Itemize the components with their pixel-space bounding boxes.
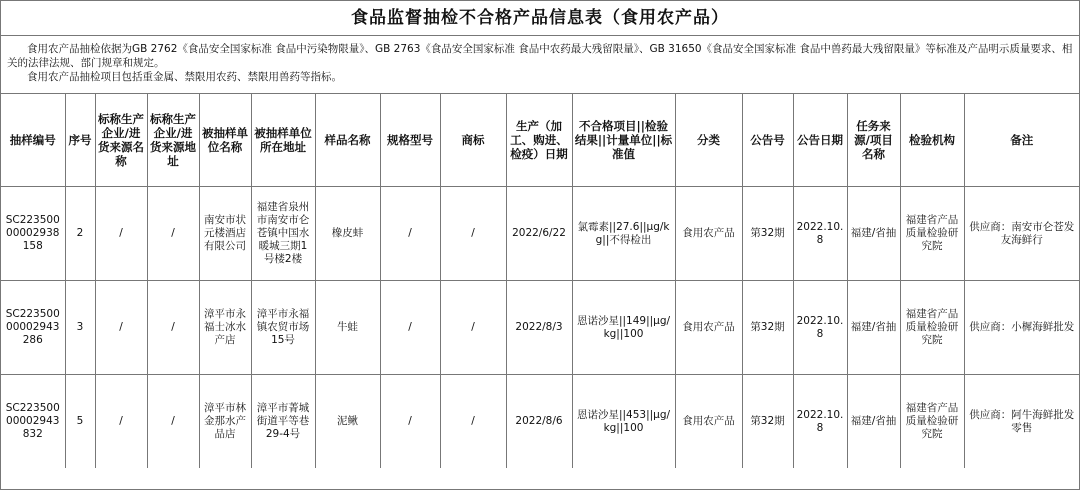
header-cell: 被抽样单位名称 — [199, 94, 251, 187]
header-cell: 检验机构 — [900, 94, 964, 187]
table-cell: 5 — [65, 375, 95, 469]
table-cell: 南安市状元楼酒店有限公司 — [199, 187, 251, 281]
table-cell: SC22350000002943286 — [1, 281, 65, 375]
table-cell: 2022.10.8 — [793, 281, 847, 375]
table-cell: 漳平市永福士冰水产店 — [199, 281, 251, 375]
header-cell: 抽样编号 — [1, 94, 65, 187]
table-cell: 漳平市林金那水产品店 — [199, 375, 251, 469]
table-cell: / — [380, 375, 440, 469]
table-cell: 漳平市菁城街道平等巷29-4号 — [251, 375, 315, 469]
table-cell: / — [95, 281, 147, 375]
header-cell: 规格型号 — [380, 94, 440, 187]
table-cell: 泥鳅 — [315, 375, 380, 469]
unqualified-products-table — [1, 94, 1079, 468]
header-cell: 样品名称 — [315, 94, 380, 187]
header-cell: 标称生产企业/进货来源名称 — [95, 94, 147, 187]
table-cell: / — [440, 187, 506, 281]
header-cell: 商标 — [440, 94, 506, 187]
table-cell: 2022/8/6 — [506, 375, 572, 469]
table-cell: / — [147, 375, 199, 469]
table-cell: 牛蛙 — [315, 281, 380, 375]
table-cell: 福建省产品质量检验研究院 — [900, 281, 964, 375]
header-cell: 分类 — [675, 94, 742, 187]
table-cell: 食用农产品 — [675, 281, 742, 375]
intro-paragraph: 食用农产品抽检项目包括重金属、禁限用农药、禁限用兽药等指标。 — [27, 71, 342, 83]
table-cell: 福建省产品质量检验研究院 — [900, 375, 964, 469]
table-cell: 第32期 — [742, 281, 793, 375]
table-cell: 第32期 — [742, 375, 793, 469]
document-title: 食品监督抽检不合格产品信息表（食用农产品） — [1, 1, 1079, 36]
table-cell: / — [95, 187, 147, 281]
table-cell: 福建/省抽 — [847, 281, 900, 375]
table-cell: 供应商：阿牛海鲜批发零售 — [964, 375, 1079, 469]
table-cell: 2022/8/3 — [506, 281, 572, 375]
table-cell: 福建省泉州市南安市仑苍镇中国水暖城三期1号楼2楼 — [251, 187, 315, 281]
table-cell: / — [380, 187, 440, 281]
table-cell: 氯霉素||27.6||μg/kg||不得检出 — [572, 187, 675, 281]
header-cell: 标称生产企业/进货来源地址 — [147, 94, 199, 187]
header-cell: 公告日期 — [793, 94, 847, 187]
intro-text — [1, 36, 1079, 94]
header-cell: 被抽样单位所在地址 — [251, 94, 315, 187]
table-cell: / — [147, 281, 199, 375]
table-cell: 2 — [65, 187, 95, 281]
table-cell: 福建/省抽 — [847, 375, 900, 469]
header-cell: 生产（加工、购进、检疫）日期 — [506, 94, 572, 187]
table-cell: 2022.10.8 — [793, 375, 847, 469]
table-cell: SC22350000002943832 — [1, 375, 65, 469]
table-row — [1, 375, 1079, 469]
table-cell: / — [147, 187, 199, 281]
table-cell: 橡皮蚌 — [315, 187, 380, 281]
header-cell: 公告号 — [742, 94, 793, 187]
table-cell: / — [440, 375, 506, 469]
table-cell: / — [380, 281, 440, 375]
table-cell: 供应商：南安市仑苍发友海鲜行 — [964, 187, 1079, 281]
table-cell: 3 — [65, 281, 95, 375]
table-cell: / — [440, 281, 506, 375]
table-cell: 恩诺沙星||453||μg/kg||100 — [572, 375, 675, 469]
table-row — [1, 281, 1079, 375]
table-cell: 供应商：小樨海鲜批发 — [964, 281, 1079, 375]
table-cell: / — [95, 375, 147, 469]
table-cell: 福建/省抽 — [847, 187, 900, 281]
header-cell: 备注 — [964, 94, 1079, 187]
table-cell: 食用农产品 — [675, 187, 742, 281]
table-cell: 2022.10.8 — [793, 187, 847, 281]
intro-paragraph: 食用农产品抽检依据为GB 2762《食品安全国家标准 食品中污染物限量》、GB 2763《食品安全国家标准 食品中农药最大残留限量》、GB 31650《食品安全国家标准 食品中兽药最大残留限量》等标准及产品明示质量要求、相关的法律法规、部门规章和规定。 — [7, 43, 1073, 69]
table-cell: 福建省产品质量检验研究院 — [900, 187, 964, 281]
table-row — [1, 187, 1079, 281]
header-cell: 序号 — [65, 94, 95, 187]
table-cell: 第32期 — [742, 187, 793, 281]
header-cell: 任务来源/项目名称 — [847, 94, 900, 187]
table-cell: 2022/6/22 — [506, 187, 572, 281]
table-cell: 食用农产品 — [675, 375, 742, 469]
table-cell: 漳平市永福镇农贸市场15号 — [251, 281, 315, 375]
table-cell: 恩诺沙星||149||μg/kg||100 — [572, 281, 675, 375]
header-row — [1, 94, 1079, 187]
table-cell: SC22350000002938158 — [1, 187, 65, 281]
header-cell: 不合格项目||检验结果||计量单位||标准值 — [572, 94, 675, 187]
